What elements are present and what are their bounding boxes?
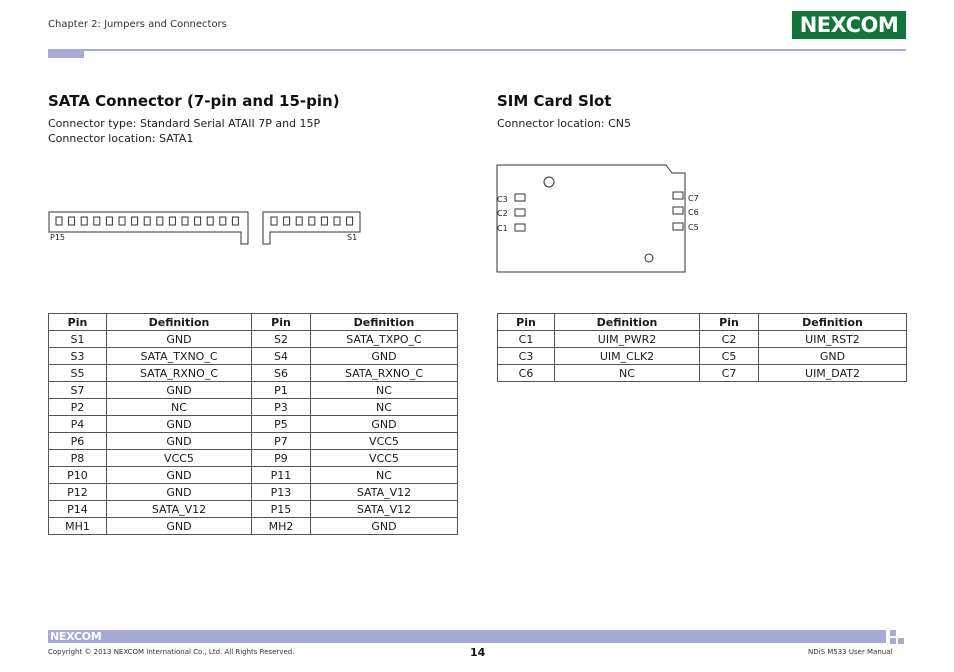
sim-slot-diagram bbox=[494, 162, 690, 276]
definition-cell: SATA_TXNO_C bbox=[107, 348, 252, 365]
sata-pin-table bbox=[48, 313, 458, 535]
definition-cell: SATA_V12 bbox=[311, 484, 458, 501]
pin-cell: S4 bbox=[252, 348, 311, 365]
definition-cell: SATA_RXNO_C bbox=[311, 365, 458, 382]
sata-label-p15: P15 bbox=[50, 233, 66, 242]
definition-cell: GND bbox=[107, 518, 252, 535]
pin-cell: P9 bbox=[252, 450, 311, 467]
connector-pin bbox=[207, 217, 213, 225]
pin-cell: MH2 bbox=[252, 518, 311, 535]
pin-cell: P10 bbox=[49, 467, 107, 484]
connector-pin bbox=[296, 217, 302, 225]
pin-cell: P2 bbox=[49, 399, 107, 416]
sim-label-c7: C7 bbox=[688, 194, 699, 203]
footer-decor-square bbox=[890, 638, 896, 644]
column-header: Pin bbox=[252, 314, 311, 331]
table-header-row bbox=[49, 314, 458, 331]
table-row bbox=[49, 365, 458, 382]
table-row bbox=[498, 365, 907, 382]
sim-label-c3: C3 bbox=[497, 195, 508, 204]
pin-cell: S7 bbox=[49, 382, 107, 399]
connector-pin bbox=[69, 217, 75, 225]
sata-connector-location: Connector location: SATA1 bbox=[48, 132, 194, 145]
connector-pin bbox=[169, 217, 175, 225]
pin-cell: P7 bbox=[252, 433, 311, 450]
connector-pin bbox=[195, 217, 201, 225]
definition-cell: GND bbox=[311, 518, 458, 535]
definition-cell: UIM_PWR2 bbox=[555, 331, 700, 348]
pin-cell: P6 bbox=[49, 433, 107, 450]
connector-pin bbox=[106, 217, 112, 225]
definition-cell: VCC5 bbox=[107, 450, 252, 467]
connector-pin bbox=[321, 217, 327, 225]
table-row bbox=[49, 501, 458, 518]
definition-cell: GND bbox=[107, 416, 252, 433]
definition-cell: NC bbox=[311, 467, 458, 484]
pin-cell: C2 bbox=[700, 331, 759, 348]
pin-cell: C5 bbox=[700, 348, 759, 365]
column-header: Definition bbox=[555, 314, 700, 331]
definition-cell: VCC5 bbox=[311, 450, 458, 467]
pin-cell: C1 bbox=[498, 331, 555, 348]
definition-cell: GND bbox=[311, 348, 458, 365]
table-row bbox=[49, 518, 458, 535]
pin-cell: C6 bbox=[498, 365, 555, 382]
manual-title: NDiS M533 User Manual bbox=[808, 648, 893, 656]
definition-cell: GND bbox=[311, 416, 458, 433]
connector-pin bbox=[347, 217, 353, 225]
definition-cell: NC bbox=[555, 365, 700, 382]
table-row bbox=[498, 331, 907, 348]
page-number: 14 bbox=[470, 646, 486, 659]
table-row bbox=[49, 382, 458, 399]
footer-decor-square bbox=[890, 630, 896, 636]
pin-cell: P1 bbox=[252, 382, 311, 399]
sata-connector-diagram bbox=[48, 208, 364, 248]
sim-label-c6: C6 bbox=[688, 208, 699, 217]
pin-cell: C3 bbox=[498, 348, 555, 365]
connector-pin bbox=[182, 217, 188, 225]
column-header: Pin bbox=[49, 314, 107, 331]
table-row bbox=[49, 450, 458, 467]
definition-cell: NC bbox=[311, 382, 458, 399]
footer-logo: NEXCOM bbox=[50, 630, 102, 643]
pin-cell: S6 bbox=[252, 365, 311, 382]
definition-cell: GND bbox=[107, 484, 252, 501]
footer-decor-square bbox=[898, 638, 904, 644]
chapter-title: Chapter 2: Jumpers and Connectors bbox=[48, 19, 227, 30]
column-header: Pin bbox=[498, 314, 555, 331]
definition-cell: NC bbox=[107, 399, 252, 416]
definition-cell: UIM_DAT2 bbox=[759, 365, 907, 382]
column-header: Definition bbox=[759, 314, 907, 331]
pin-cell: S1 bbox=[49, 331, 107, 348]
definition-cell: UIM_CLK2 bbox=[555, 348, 700, 365]
connector-pin bbox=[56, 217, 62, 225]
definition-cell: GND bbox=[107, 433, 252, 450]
pin-cell: P4 bbox=[49, 416, 107, 433]
column-header: Definition bbox=[107, 314, 252, 331]
pin-cell: S3 bbox=[49, 348, 107, 365]
table-row bbox=[49, 484, 458, 501]
table-row bbox=[49, 416, 458, 433]
definition-cell: GND bbox=[759, 348, 907, 365]
column-header: Definition bbox=[311, 314, 458, 331]
sim-pin-table bbox=[497, 313, 907, 382]
sim-label-c2: C2 bbox=[497, 209, 508, 218]
table-row bbox=[49, 331, 458, 348]
pin-cell: P12 bbox=[49, 484, 107, 501]
connector-pin bbox=[132, 217, 138, 225]
connector-pin bbox=[94, 217, 100, 225]
header-rule bbox=[48, 49, 906, 51]
table-row bbox=[498, 348, 907, 365]
footer-bar bbox=[48, 630, 886, 643]
sim-label-c5: C5 bbox=[688, 223, 699, 232]
connector-pin bbox=[232, 217, 238, 225]
connector-pin bbox=[81, 217, 87, 225]
pin-cell: C7 bbox=[700, 365, 759, 382]
pin-cell: P11 bbox=[252, 467, 311, 484]
nexcom-logo: NEXCOM bbox=[792, 11, 906, 39]
table-row bbox=[49, 433, 458, 450]
copyright-notice: Copyright © 2013 NEXCOM International Co., Ltd. All Rights Reserved. bbox=[48, 648, 295, 656]
pin-cell: MH1 bbox=[49, 518, 107, 535]
definition-cell: SATA_TXPO_C bbox=[311, 331, 458, 348]
pin-cell: P14 bbox=[49, 501, 107, 518]
table-row bbox=[49, 348, 458, 365]
definition-cell: VCC5 bbox=[311, 433, 458, 450]
pin-cell: P3 bbox=[252, 399, 311, 416]
connector-pin bbox=[157, 217, 163, 225]
pin-cell: P15 bbox=[252, 501, 311, 518]
connector-pin bbox=[144, 217, 150, 225]
definition-cell: NC bbox=[311, 399, 458, 416]
column-header: Pin bbox=[700, 314, 759, 331]
table-row bbox=[49, 399, 458, 416]
sim-label-c1: C1 bbox=[497, 224, 508, 233]
sata-connector-type: Connector type: Standard Serial ATAII 7P and 15P bbox=[48, 117, 321, 130]
pin-cell: P5 bbox=[252, 416, 311, 433]
sim-connector-location: Connector location: CN5 bbox=[497, 117, 631, 130]
connector-pin bbox=[271, 217, 277, 225]
connector-pin bbox=[119, 217, 125, 225]
definition-cell: SATA_V12 bbox=[107, 501, 252, 518]
sim-section-title: SIM Card Slot bbox=[497, 92, 612, 110]
definition-cell: UIM_RST2 bbox=[759, 331, 907, 348]
connector-pin bbox=[220, 217, 226, 225]
connector-pin bbox=[284, 217, 290, 225]
definition-cell: SATA_RXNO_C bbox=[107, 365, 252, 382]
definition-cell: GND bbox=[107, 331, 252, 348]
table-header-row bbox=[498, 314, 907, 331]
pin-cell: S5 bbox=[49, 365, 107, 382]
sata-section-title: SATA Connector (7-pin and 15-pin) bbox=[48, 92, 340, 110]
connector-pin bbox=[309, 217, 315, 225]
header-tab bbox=[48, 49, 84, 58]
definition-cell: SATA_V12 bbox=[311, 501, 458, 518]
connector-pin bbox=[334, 217, 340, 225]
pin-cell: S2 bbox=[252, 331, 311, 348]
definition-cell: GND bbox=[107, 467, 252, 484]
table-row bbox=[49, 467, 458, 484]
pin-cell: P8 bbox=[49, 450, 107, 467]
pin-cell: P13 bbox=[252, 484, 311, 501]
definition-cell: GND bbox=[107, 382, 252, 399]
sata-label-s1: S1 bbox=[347, 233, 358, 242]
